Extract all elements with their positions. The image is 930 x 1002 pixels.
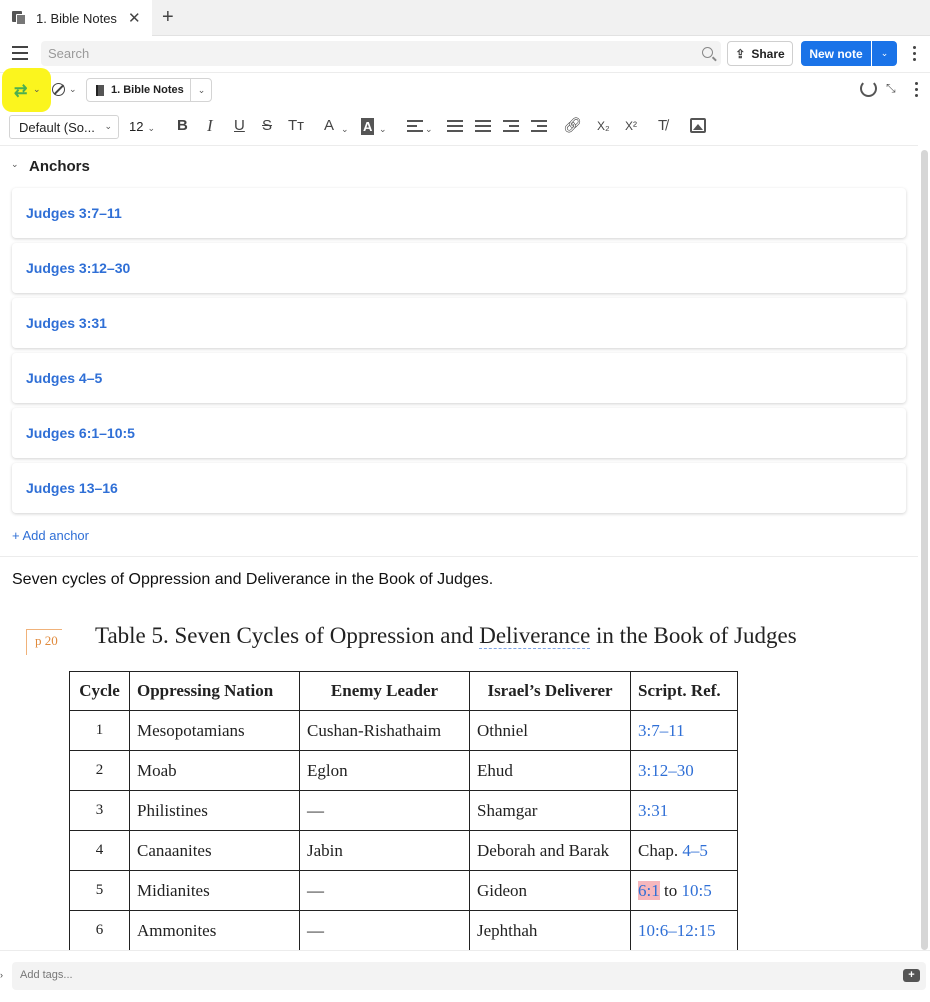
table-row bbox=[70, 711, 738, 751]
numbered-list-icon[interactable] bbox=[475, 120, 491, 134]
clear-format-button[interactable]: T̸ bbox=[658, 117, 668, 134]
notebook-selector[interactable] bbox=[86, 78, 212, 102]
chevron-down-icon[interactable]: ⌄ bbox=[190, 79, 212, 101]
anchor-card[interactable] bbox=[12, 188, 906, 238]
page-tag[interactable]: p 20 bbox=[26, 629, 62, 655]
outdent-icon[interactable] bbox=[503, 120, 519, 134]
chevron-down-icon[interactable]: ⌄ bbox=[33, 84, 41, 94]
new-note-button[interactable]: New note bbox=[801, 41, 871, 66]
cycle-cell: 5 bbox=[70, 871, 130, 911]
insert-image-icon[interactable] bbox=[690, 118, 706, 133]
table-title-link[interactable]: Deliverance bbox=[479, 623, 591, 648]
underline-button[interactable]: U bbox=[234, 117, 245, 134]
more-options-icon[interactable] bbox=[913, 46, 917, 62]
deliverer-cell: Gideon bbox=[470, 871, 631, 911]
ref-link[interactable]: 3:31 bbox=[638, 800, 669, 820]
bullet-list-icon[interactable] bbox=[447, 120, 463, 134]
deliverer-cell: Shamgar bbox=[470, 791, 631, 831]
cycle-cell: 6 bbox=[70, 911, 130, 951]
nation-cell: Canaanites bbox=[130, 831, 300, 871]
table-title-end: in the Book of Judges bbox=[590, 623, 797, 648]
ref-highlight[interactable]: 6:1 bbox=[638, 880, 660, 900]
indent-icon[interactable] bbox=[531, 120, 547, 134]
anchor-card[interactable] bbox=[12, 243, 906, 293]
ref-cell bbox=[631, 751, 738, 791]
leader-cell: Cushan-Rishathaim bbox=[300, 711, 470, 751]
anchor-link[interactable]: Judges 4–5 bbox=[26, 370, 103, 386]
tab-bar bbox=[0, 0, 930, 36]
cycle-cell: 3 bbox=[70, 791, 130, 831]
leader-cell: — bbox=[300, 911, 470, 951]
chevron-down-icon[interactable]: ⌄ bbox=[379, 124, 387, 134]
share-button[interactable] bbox=[727, 41, 793, 66]
anchors-heading: Anchors bbox=[29, 158, 90, 175]
chevron-down-icon[interactable]: ⌄ bbox=[425, 124, 433, 134]
deliverer-cell: Ehud bbox=[470, 751, 631, 791]
leader-cell: — bbox=[300, 871, 470, 911]
refresh-icon[interactable] bbox=[860, 80, 877, 97]
anchor-card[interactable] bbox=[12, 353, 906, 403]
column-header: Script. Ref. bbox=[631, 672, 738, 711]
ref-link[interactable]: 10:6–12:15 bbox=[638, 920, 716, 940]
highlight-color-button[interactable]: A bbox=[363, 119, 373, 134]
ref-cell bbox=[631, 791, 738, 831]
font-family-select[interactable] bbox=[9, 115, 119, 139]
ref-cell bbox=[631, 911, 738, 951]
tags-placeholder: Add tags... bbox=[20, 969, 73, 981]
table-row bbox=[70, 871, 738, 911]
anchor-link[interactable]: Judges 3:31 bbox=[26, 315, 107, 331]
ref-link[interactable]: 3:7–11 bbox=[638, 720, 685, 740]
search-input[interactable] bbox=[41, 41, 721, 66]
strikethrough-button[interactable]: S bbox=[262, 117, 273, 134]
tags-input[interactable] bbox=[12, 962, 926, 990]
nation-cell: Ammonites bbox=[130, 911, 300, 951]
tab-bible-notes[interactable] bbox=[0, 0, 152, 36]
ref-link[interactable]: 3:12–30 bbox=[638, 760, 694, 780]
deliverer-cell: Jephthah bbox=[470, 911, 631, 951]
anchor-link[interactable]: Judges 6:1–10:5 bbox=[26, 425, 135, 441]
ref-link[interactable]: 4–5 bbox=[682, 840, 708, 860]
share-icon: ⇪ bbox=[735, 46, 746, 61]
chevron-down-icon: ⌄ bbox=[104, 121, 112, 131]
ref-cell bbox=[631, 871, 738, 911]
anchor-card[interactable] bbox=[12, 298, 906, 348]
ref-mid: to bbox=[659, 880, 682, 900]
collapse-icon[interactable]: ⤡ bbox=[886, 81, 896, 95]
nation-cell: Philistines bbox=[130, 791, 300, 831]
nation-cell: Mesopotamians bbox=[130, 711, 300, 751]
scrollbar[interactable] bbox=[921, 150, 928, 950]
more-options-icon[interactable] bbox=[915, 82, 919, 98]
notebook-name: 1. Bible Notes bbox=[111, 84, 184, 96]
ref-prefix: Chap. bbox=[638, 840, 683, 860]
divider bbox=[0, 556, 918, 557]
table-row bbox=[70, 911, 738, 951]
font-size-select[interactable] bbox=[129, 119, 155, 134]
cycle-cell: 1 bbox=[70, 711, 130, 751]
font-color-button[interactable]: A bbox=[324, 117, 335, 134]
anchor-card[interactable] bbox=[12, 463, 906, 513]
chevron-down-icon[interactable]: ⌄ bbox=[69, 84, 77, 94]
notebook-stack-icon bbox=[12, 11, 28, 25]
deliverer-cell: Othniel bbox=[470, 711, 631, 751]
table-title bbox=[95, 623, 797, 649]
anchor-link[interactable]: Judges 3:12–30 bbox=[26, 260, 131, 276]
text-size-button[interactable]: Tт bbox=[288, 117, 305, 134]
add-anchor-button[interactable]: + Add anchor bbox=[12, 528, 89, 543]
link-icon[interactable]: 🔗︎ bbox=[563, 117, 583, 134]
leader-cell: Jabin bbox=[300, 831, 470, 871]
column-header: Israel’s Deliverer bbox=[470, 672, 631, 711]
column-header: Cycle bbox=[70, 672, 130, 711]
column-header: Oppressing Nation bbox=[130, 672, 300, 711]
leader-cell: Eglon bbox=[300, 751, 470, 791]
note-body-text[interactable]: Seven cycles of Oppression and Deliverance in the Book of Judges. bbox=[12, 571, 494, 588]
table-row bbox=[70, 751, 738, 791]
deliverer-cell: Deborah and Barak bbox=[470, 831, 631, 871]
subscript-button[interactable]: X₂ bbox=[597, 119, 610, 133]
table-header-row bbox=[70, 672, 738, 711]
search-icon[interactable] bbox=[702, 47, 713, 58]
chevron-down-icon[interactable]: ⌄ bbox=[341, 124, 349, 134]
column-header: Enemy Leader bbox=[300, 672, 470, 711]
cycles-table bbox=[69, 671, 738, 951]
font-family-value: Default (So... bbox=[19, 120, 95, 135]
anchor-link[interactable]: Judges 3:7–11 bbox=[26, 205, 122, 221]
italic-button[interactable]: I bbox=[207, 116, 213, 135]
anchor-link[interactable]: Judges 13–16 bbox=[26, 480, 118, 496]
close-icon[interactable]: ✕ bbox=[128, 10, 141, 27]
divider bbox=[0, 145, 918, 146]
cycle-cell: 2 bbox=[70, 751, 130, 791]
nation-cell: Moab bbox=[130, 751, 300, 791]
align-icon[interactable] bbox=[407, 120, 423, 134]
new-note-dropdown-icon[interactable]: ⌄ bbox=[872, 41, 897, 66]
top-bar bbox=[0, 36, 930, 72]
chevron-down-icon[interactable]: ⌄ bbox=[11, 159, 19, 169]
anchor-card[interactable] bbox=[12, 408, 906, 458]
table-title-start: Table 5. Seven Cycles of Oppression and bbox=[95, 623, 480, 648]
notebook-icon bbox=[96, 85, 104, 96]
search-placeholder: Search bbox=[48, 46, 90, 61]
ref-cell bbox=[631, 711, 738, 751]
tab-title: 1. Bible Notes bbox=[36, 10, 117, 26]
no-link-icon[interactable] bbox=[52, 83, 65, 96]
menu-icon[interactable] bbox=[12, 46, 28, 60]
share-label: Share bbox=[751, 46, 785, 61]
add-tag-icon[interactable]: + bbox=[903, 969, 920, 982]
cycle-cell: 4 bbox=[70, 831, 130, 871]
font-size-value: 12 bbox=[129, 119, 144, 134]
nation-cell: Midianites bbox=[130, 871, 300, 911]
add-tab-button[interactable]: + bbox=[162, 6, 174, 28]
chevron-down-icon: ⌄ bbox=[147, 123, 156, 133]
table-row bbox=[70, 791, 738, 831]
superscript-button[interactable]: X² bbox=[625, 119, 637, 133]
ref-cell bbox=[631, 831, 738, 871]
ref-link[interactable]: 10:5 bbox=[681, 880, 712, 900]
bold-button[interactable]: B bbox=[177, 117, 188, 134]
sync-arrows-icon[interactable]: ⇄ bbox=[14, 83, 28, 100]
expand-panel-icon[interactable]: › bbox=[0, 970, 3, 980]
table-row bbox=[70, 831, 738, 871]
leader-cell: — bbox=[300, 791, 470, 831]
